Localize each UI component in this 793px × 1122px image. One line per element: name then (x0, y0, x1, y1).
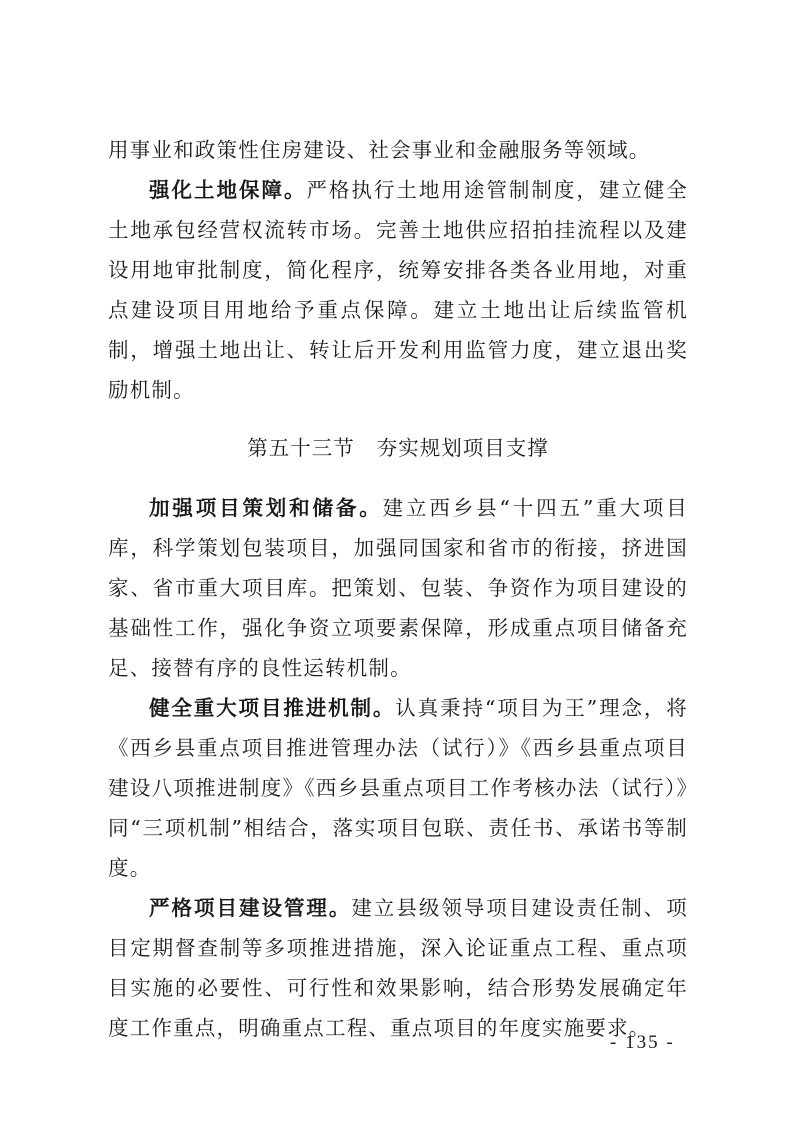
paragraph-text: 建立县级领导项目建设责任制、项目定期督查制等多项推进措施，深入论证重点工程、重点项目实施的必要性、可行性和效果影响，结合形势发展确定年度工作重点，明确重点工程、重点项目的年度实施要求。 (108, 896, 688, 1040)
paragraph-lead: 严格项目建设管理。 (149, 896, 352, 920)
paragraph-project-planning (108, 488, 688, 688)
paragraph-text: 建立西乡县“十四五”重大项目库，科学策划包装项目，加强同国家和省市的衔接，挤进国家、省市重大项目库。把策划、包装、争资作为项目建设的基础性工作，强化争资立项要素保障，形成重点项目储备充足、接替有序的良性运转机制。 (108, 496, 688, 680)
paragraph-text: 认真秉持“项目为王”理念，将《西乡县重点项目推进管理办法（试行）》《西乡县重点项目建设八项推进制度》《西乡县重点项目工作考核办法（试行）》同“三项机制”相结合，落实项目包联、责任书、承诺书等制度。 (108, 696, 688, 880)
page-number: - 135 - (610, 1032, 675, 1053)
paragraph-land-guarantee (108, 170, 688, 410)
paragraph-lead: 强化土地保障。 (149, 178, 307, 202)
paragraph-lead: 健全重大项目推进机制。 (149, 696, 396, 720)
paragraph-continuation (108, 130, 688, 170)
paragraph-project-mechanism (108, 688, 688, 888)
paragraph-text: 严格执行土地用途管制制度，建立健全土地承包经营权流转市场。完善土地供应招拍挂流程以及建设用地审批制度，简化程序，统筹安排各类各业用地，对重点建设项目用地给予重点保障。建立土地出让后续监管机制，增强土地出让、转让后开发利用监管力度，建立退出奖励机制。 (108, 178, 688, 402)
section-title: 夯实规划项目支撑 (376, 436, 549, 460)
section-number: 第五十三节 (247, 436, 355, 460)
paragraph-lead: 加强项目策划和储备。 (149, 496, 383, 520)
paragraph-text: 用事业和政策性住房建设、社会事业和金融服务等领域。 (108, 138, 651, 162)
section-heading (108, 428, 688, 468)
page-content (108, 130, 688, 1048)
paragraph-project-management (108, 888, 688, 1048)
